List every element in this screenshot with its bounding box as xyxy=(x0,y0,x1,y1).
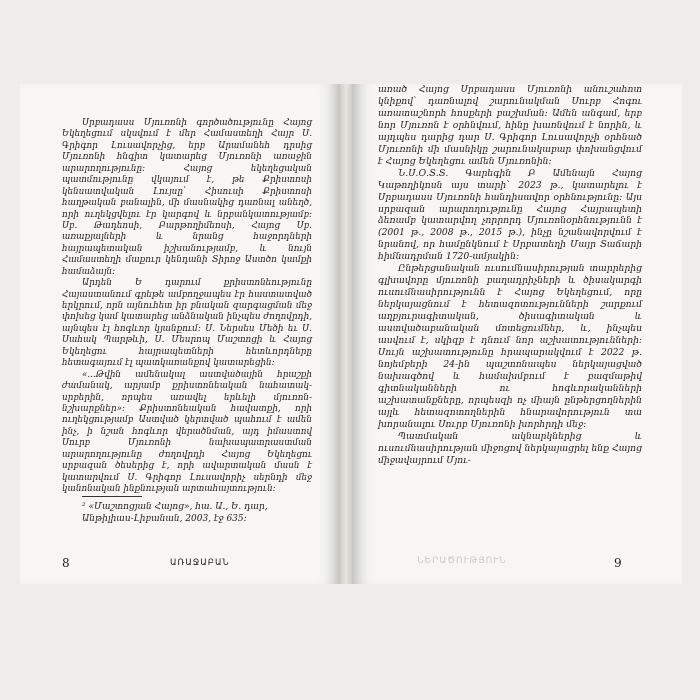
left-body-text xyxy=(62,118,312,495)
paragraph: Ն.Ս.Օ.Տ.Տ. Գարեգին Բ Ամենայն Հայոց Կաթողիկոսն այս տարի՝ 2023 թ., կատարելու է Սրբադասս Մյուռոնի հանդիսավոր օրհնությունը: Այս սրբազան արարողությունը Հայոց Հայրապետի ձեռամբ կատարվող չորրորդ Մյուռոնօրհնությունն է (2001 թ., 2008 թ., 2015 թ.), ինչը նշանավորվում է նրանով, որ համընկնում է Սրբատեղի Մայր Տաճարի հիմնադրման 1720-ամյակին: xyxy=(378,167,642,263)
faint-running-footer: ՆԵՐԱԾՈՒԹՅՈՒՆ xyxy=(417,556,507,566)
page-number-left: 8 xyxy=(62,556,70,570)
book-gutter xyxy=(340,84,352,584)
right-body-text xyxy=(378,84,642,467)
paragraph: առած Հայոց Սրբադասս Մյուռոնի անուշահոտ կնիքով՝ դառնալով շարունակման Սուրբ Հոգու առատաշնորհ հոսքերի բաշխման: Ամեն անգամ, երբ նոր Մյուռոն է օրհնվում, հինը խառնվում է նորին, և այդպես դարից դար Ս. Գրիգոր Լուսավորչի օրհնած Մյուռոնի մի մասնիկը շարունակաբար փոխանցվում է Հայոց Եկեղեցու ամեն Մյուռոնին: xyxy=(378,84,642,167)
paragraph: Ընթերցանական ուսումնասիրության տարրերից գլխավորը մյուռոնի բաղադրիչների և ծիսակարգի ուսումնասիրությունն է Հայոց Եկեղեցում, որը ներկայացնում է հետազոտությունների շարքում աղբյուրագիտական, ծիսագիտական և աստվածաբանական մոտեցումներ, և, ինչպես ասվում է, սկիզբ է դնում նոր աշխատությունների: Սույն աշխատությունը հրապարակվում է 2022 թ. նոյեմբերի 24-ին պաշտոնապես ներկայացված նախագծով և համախմբում է բազմաթիվ գիտնականների ու հոգևորականների աշխատանքները, որպեսզի ոչ միայն ընթերցողներին այլև հետազոտողներին հնարավորություն տա խորանալու Սուրբ Մյուռոնի խորհրդի մեջ: xyxy=(378,263,642,430)
paragraph: «...Թվին ամենակալ աստվածային հրաշքի ժամանակ, արյամբ քրիստոնեական նահատակ-սրբերին, որպես առավել երևելի մյուռոն-նշխարքներ»: Քրիստոնեական հավատքի, որի ուղեկցությամբ Աստված կերտված պահում է ամեն ինչ, ի նշան հոգևոր վերածնման, այդ իմաստով Սուրբ Մյուռոնի նախապատրաստման արարողությունը ժողովրդի Հայոց Եկեղեցու սրբազան ծեսերից է, որի ավարտական մասն է կատարվում Ս. Գրիգոր Լուսավորիչ սերնդի մեջ կանոնական ինքնության արտահայտություն: xyxy=(62,369,312,494)
left-page xyxy=(20,84,340,584)
running-footer: ԱՌԱՋԱԲԱՆ xyxy=(170,558,230,568)
right-page xyxy=(352,84,682,584)
paragraph: Արդեն Ե դարում քրիստոնեությունը Հայաստանում գրեթե ամբողջապես էր հաստատված երկրում, որն այնուհետ իր բնական զարգացման մեջ փոխեց կամ կատարեց անձնական ինչպես ժողովրդի, այնպես էլ հոգևոր կյանքում: Ս. Ներսես Մեծի եւ Ս. Սահակ Պարթևի, Ս. Մեսրոպ Մաշտոցի և Հայոց Եկեղեցու հայրապետների հետևորդները հետագայում էլ պատկառանքով կատարեցին: xyxy=(62,278,312,369)
paragraph: Սրբադասս Մյուռոնի գործածությունը Հայոց Եկեղեցում սկսվում է մեր Համաստեղի Հայր Ս. Գրիգոր Լուսավորչից, երբ Արամանեհ դրսից Մյուռոնի հնգիտ կատարեց Մյուռոնի առաջին արարողությունը: Հայոց եկեղեցական պատմությունը վկայում է, թե Քրիստոսի կենսատվական Լույսը՝ Հիսուսի Քրիստոսի հաղթական բանալին, մի մասնակից դառնալ անեղծ, որի ուղեկցվելու էր կարգով և նրբանկատությամբ: Սբ. Թադեոսի, Բարթողիմեոսի, Հայոց Սբ. առաքյալների և նրանց հաջորդների հայրապետական իշխանությամբ, և նույն Համաստեղի մաքուր կենդանի Տիրոջ Աստծո կամքի համաձայն: xyxy=(62,118,312,277)
footnote: ² «Մաշտոցյան Հայոց», հա. Ա., Ե. դար, Անթիլիաս-Լիբանան, 2003, էջ 635: xyxy=(82,502,268,524)
page-number-right: 9 xyxy=(614,556,622,570)
footnote-divider xyxy=(82,496,142,497)
paragraph: Պատմական ակնարկներից և ուսումնասիրության միջոցով ներկայացրել ենք Հայոց միջավայրում Մյու- xyxy=(378,430,642,466)
